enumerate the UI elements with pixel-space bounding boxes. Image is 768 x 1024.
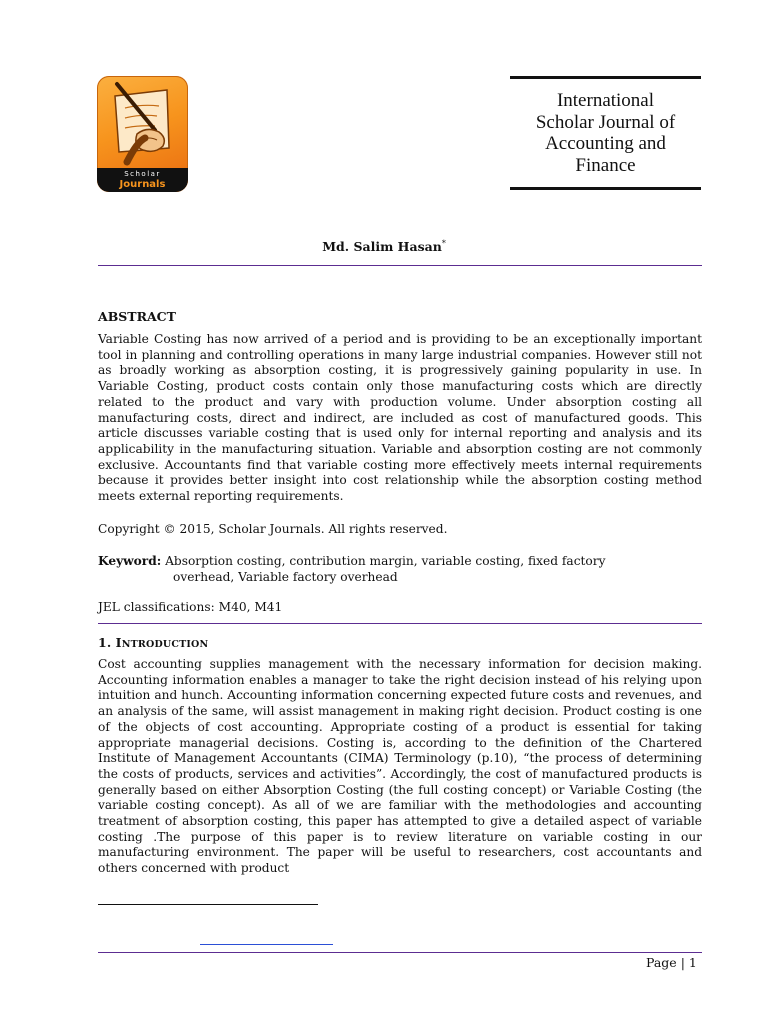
journal-title-box	[510, 76, 701, 190]
divider	[98, 265, 702, 266]
author-name: Md. Salim Hasan	[322, 239, 442, 255]
jel-classifications: JEL classifications: M40, M41	[98, 600, 283, 614]
abstract-heading: ABSTRACT	[98, 309, 176, 324]
section-number: 1.	[98, 635, 112, 650]
section-heading-introduction	[98, 635, 208, 650]
footnote-separator	[98, 904, 318, 905]
copyright-notice: Copyright © 2015, Scholar Journals. All rights reserved.	[98, 522, 448, 536]
page-separator: |	[680, 955, 685, 970]
footer-divider	[98, 952, 702, 953]
author-footnote-marker[interactable]: *	[441, 239, 446, 248]
abstract-body: Variable Costing has now arrived of a period and is providing to be an exceptionally important tool in planning and controlling operations in many large industrial companies. However still not as broadly working as absorption costing, it is progressively gaining popularity in use. In Variable Costing, product costs contain only those manufacturing costs which are directly related to the product and vary with production volume. Under absorption costing all manufacturing costs, direct and indirect, are included as cost of manufactured goods. This article discusses variable costing that is used only for internal reporting and analysis and its applicability in the manufacturing situation. Variable and absorption costing are not commonly exclusive. Accountants find that variable costing more effectively meets internal requirements because it provides better insight into cost relationship while the absorption costing method meets external reporting requirements.	[98, 332, 702, 504]
keywords-line-2: overhead, Variable factory overhead	[173, 570, 398, 584]
divider	[98, 623, 702, 624]
journal-title	[521, 90, 691, 176]
scholar-journals-logo	[97, 76, 188, 192]
journal-title-line: Finance	[575, 154, 636, 176]
page-number	[646, 955, 697, 970]
journal-title-line: Accounting and	[545, 133, 666, 154]
page-number-value: 1	[688, 955, 697, 970]
keywords-line-1: Absorption costing, contribution margin, variable costing, fixed factory	[165, 554, 606, 568]
section-heading-rest: NTRODUCTION	[121, 639, 209, 650]
logo-small-text: Scholar	[124, 170, 161, 178]
introduction-body: Cost accounting supplies management with the necessary information for decision making. Accounting information enables a manager to take the right decision instead of his relying upon intuition and hunch. Accounting information concerning expected future costs and revenues, and an analysis of the same, will assist management in making right decision. Product costing is one of the objects of cost accounting. Appropriate costing of a product is essential for taking appropriate managerial decisions. Costing is, according to the definition of the Chartered Institute of Management Accountants (CIMA) Terminology (p.10), “the process of determining the costs of products, services and activities”. Accordingly, the cost of manufactured products is generally based on either Absorption Costing (the full costing concept) or Variable Costing (the variable costing concept). As all of we are familiar with the methodologies and accounting treatment of absorption costing, this paper has attempted to give a detailed aspect of variable costing .The purpose of this paper is to review literature on variable costing in our manufacturing environment. The paper will be useful to researchers, cost accountants and others concerned with product	[98, 657, 702, 876]
logo-big-text: Journals	[119, 179, 166, 190]
author-line	[0, 239, 768, 254]
hand-writing-icon	[97, 76, 188, 168]
page-label: Page	[646, 955, 677, 970]
journal-title-line: Scholar Journal of	[535, 111, 676, 133]
keywords-label: Keyword:	[98, 554, 162, 568]
section-heading-initial: I	[115, 635, 122, 650]
journal-title-line: International	[556, 90, 655, 111]
keywords	[98, 553, 702, 585]
footnote-link-underline[interactable]	[200, 944, 333, 945]
